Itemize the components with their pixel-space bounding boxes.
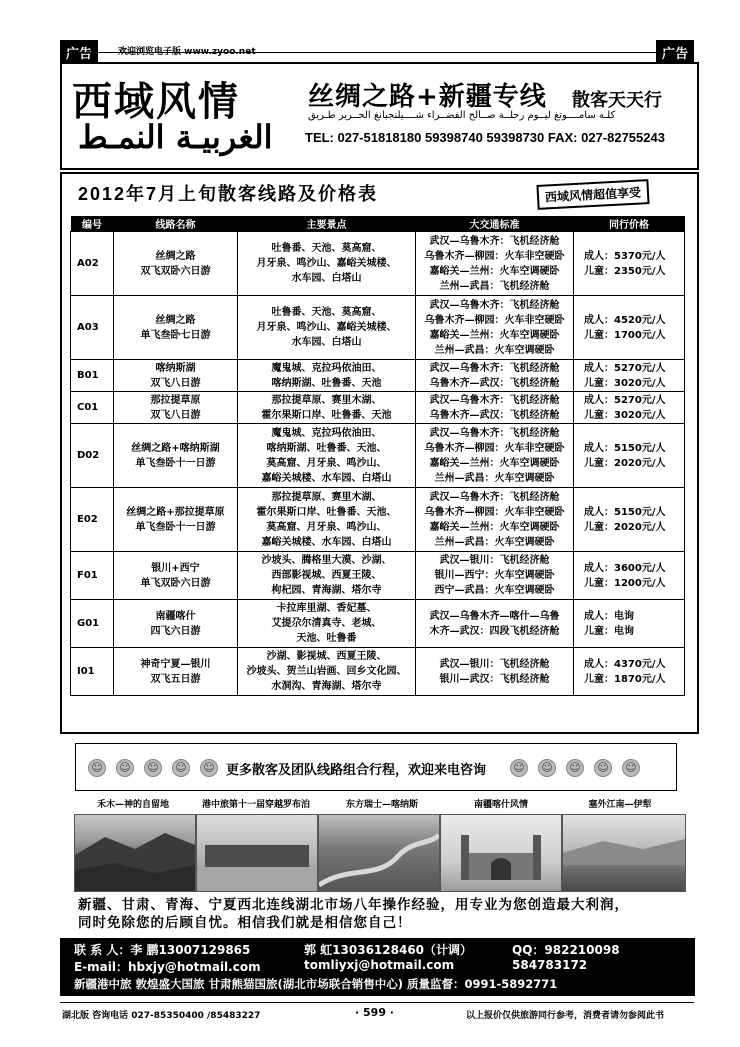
route-price-line: 成人：5370元/人 [584, 250, 666, 262]
smiley-icon: ☺ [594, 759, 612, 777]
route-price [574, 296, 685, 360]
route-price-line: 儿童：1700元/人 [584, 329, 666, 341]
route-price-line: 成人：电询 [584, 610, 634, 622]
photo-yili [562, 814, 686, 892]
col-price: 同行价格 [574, 216, 685, 232]
smiley-icon: ☺ [510, 759, 528, 777]
route-name-line: 丝绸之路+那拉提草原 [126, 506, 225, 518]
route-name [114, 360, 238, 392]
route-spots-line: 嘉峪关城楼、水车园、白塔山 [261, 472, 392, 484]
arabic-tagline: كلـه سامــــوتغ ليــوم رحلــة صــالح الفضــراء شــــيلنجبانغ الحــرير طـريق [308, 110, 616, 121]
route-code: C01 [71, 392, 114, 424]
route-spots [238, 600, 416, 648]
header-daily: 散客天天行 [572, 90, 662, 111]
route-code: D02 [71, 424, 114, 488]
contact-qq-2[interactable]: 584783172 [512, 958, 588, 972]
route-spots-line: 那拉提草原、赛里木湖、 [271, 491, 382, 503]
ad-label-right: 广告 [656, 40, 694, 65]
route-price-line: 成人：3600元/人 [584, 562, 666, 574]
route-price-line: 儿童：1200元/人 [584, 577, 666, 589]
route-name [114, 552, 238, 600]
ad-label-left: 广告 [60, 40, 98, 65]
route-spots-line: 那拉提草原、赛里木湖、 [271, 394, 382, 406]
route-name-line: 四飞六日游 [150, 625, 201, 637]
route-name-line: 单飞叁卧七日游 [140, 329, 211, 341]
route-price-line: 儿童：1870元/人 [584, 673, 666, 685]
route-price [574, 360, 685, 392]
route-transport [416, 360, 574, 392]
routes-table [70, 216, 685, 696]
header-phones: TEL: 027-51818180 59398740 59398730 FAX: 027-82755243 [305, 130, 665, 145]
table-row [71, 552, 685, 600]
route-price-line: 成人：5270元/人 [584, 362, 666, 374]
route-spots-line: 吐鲁番、天池、莫高窟、 [271, 307, 382, 318]
route-transport [416, 232, 574, 296]
route-name [114, 232, 238, 296]
photo-hemu [74, 814, 196, 892]
header-subtitle: 丝绸之路+新疆专线 [308, 82, 547, 112]
route-spots-line: 艾提尕尔清真寺、老城、 [271, 618, 382, 629]
route-spots-line: 水车园、白塔山 [291, 273, 362, 284]
route-spots [238, 232, 416, 296]
route-name [114, 296, 238, 360]
route-spots-line: 西部影视城、西夏王陵、 [271, 570, 382, 581]
route-transport [416, 552, 574, 600]
footer-divider [60, 1002, 694, 1003]
route-spots [238, 392, 416, 424]
table-row [71, 392, 685, 424]
route-spots-line: 魔鬼城、克拉玛依油田、 [271, 362, 382, 374]
route-name-line: 双飞八日游 [150, 409, 201, 421]
route-name-line: 双飞五日游 [150, 673, 201, 685]
logo-arabic: الغربيـة النمـط [78, 118, 273, 156]
route-transport-line: 嘉峪关—兰州：火车空调硬卧 [429, 329, 560, 341]
route-price-line: 儿童：2020元/人 [584, 457, 666, 469]
route-transport-line: 武汉—乌鲁木齐：飞机经济舱 [429, 491, 560, 503]
route-transport [416, 600, 574, 648]
table-header-row [71, 216, 685, 232]
route-spots-line: 霍尔果斯口岸、吐鲁番、天池、 [256, 506, 397, 518]
contact-person: 联 系 人：李 鹏13007129865 [74, 943, 251, 957]
route-price-line: 儿童：2020元/人 [584, 521, 666, 533]
col-spots: 主要景点 [238, 216, 416, 232]
route-spots-line: 卡拉库里湖、香妃墓、 [276, 603, 377, 614]
route-name-line: 神奇宁夏—银川 [140, 658, 211, 670]
photo-lop-nur-graphic [197, 815, 317, 891]
route-transport-line: 武汉—乌鲁木齐：飞机经济舱 [429, 427, 560, 439]
smiley-icon: ☺ [144, 759, 162, 777]
route-spots-line: 莫高窟、月牙泉、鸣沙山、 [266, 521, 387, 533]
route-name-line: 单飞双卧六日游 [140, 577, 211, 589]
route-name-line: 丝绸之路 [155, 314, 196, 326]
route-spots-line: 喀纳斯湖、吐鲁番、天池、 [266, 442, 387, 454]
route-price [574, 488, 685, 552]
route-transport-line: 武汉—银川：飞机经济舱 [439, 555, 550, 566]
site-text[interactable]: 欢迎浏览电子版 www.zyoo.net [118, 47, 256, 57]
route-name [114, 648, 238, 696]
photo-caption-3: 东方瑞士—喀纳斯 [336, 797, 428, 810]
smiley-icon: ☺ [172, 759, 190, 777]
value-badge: 西域风情超值享受 [536, 179, 649, 210]
photo-caption-5: 塞外江南—伊犁 [580, 797, 660, 810]
route-transport [416, 648, 574, 696]
photo-caption-4: 南疆喀什风情 [456, 797, 546, 810]
table-row [71, 424, 685, 488]
route-transport-line: 武汉—银川：飞机经济舱 [439, 658, 550, 670]
route-spots-line: 魔鬼城、克拉玛依油田、 [271, 427, 382, 439]
route-transport-line: 西宁—武昌：火车空调硬卧 [434, 585, 555, 596]
route-spots-line: 喀纳斯湖、吐鲁番、天池 [271, 377, 382, 389]
route-code: F01 [71, 552, 114, 600]
route-price [574, 648, 685, 696]
slogan-line-1: 新疆、甘肃、青海、宁夏西北连线湖北市场八年操作经验，用专业为您创造最大利润， [78, 897, 629, 913]
route-spots-line: 莫高窟、月牙泉、鸣沙山、 [266, 457, 387, 469]
route-transport-line: 乌鲁木齐—武汉：飞机经济舱 [429, 409, 560, 421]
route-price-line: 成人：5150元/人 [584, 506, 666, 518]
route-transport-line: 武汉—乌鲁木齐：飞机经济舱 [429, 394, 560, 406]
route-price [574, 552, 685, 600]
smiley-icon: ☺ [622, 759, 640, 777]
route-price-line: 儿童：电询 [584, 625, 634, 637]
route-transport-line: 银川—武汉：飞机经济舱 [439, 673, 550, 685]
route-transport-line: 武汉—乌鲁木齐—喀什—乌鲁 [429, 610, 560, 622]
route-transport-line: 乌鲁木齐—柳园：火车非空硬卧 [424, 314, 565, 326]
top-divider [60, 52, 680, 53]
route-spots-line: 月牙泉、鸣沙山、嘉峪关城楼、 [256, 258, 397, 269]
slogan-line-2: 同时免除您的后顾自忧。相信我们就是相信您自己！ [78, 915, 412, 931]
col-name: 线路名称 [114, 216, 238, 232]
route-spots-line: 水车园、白塔山 [291, 337, 362, 348]
contact-person-2: 郭 虹13036128460（计调） [304, 943, 473, 957]
route-price-line: 儿童：2350元/人 [584, 265, 666, 277]
route-spots-line: 吐鲁番、天池、莫高窟、 [271, 243, 382, 254]
route-transport-line: 武汉—乌鲁木齐：飞机经济舱 [429, 235, 560, 247]
route-price [574, 232, 685, 296]
route-transport-line: 乌鲁木齐—柳园：火车非空硬卧 [424, 250, 565, 262]
route-spots [238, 360, 416, 392]
smiley-icon: ☺ [88, 759, 106, 777]
route-code: I01 [71, 648, 114, 696]
route-price [574, 424, 685, 488]
route-spots-line: 枸杞园、青海湖、塔尔寺 [271, 585, 382, 596]
banner-text: 更多散客及团队线路组合行程，欢迎来电咨询 [226, 763, 487, 778]
route-name-line: 丝绸之路+喀纳斯湖 [131, 442, 220, 454]
route-code: A03 [71, 296, 114, 360]
route-transport-line: 兰州—武昌：火车空调硬卧 [434, 344, 555, 356]
smiley-icon: ☺ [116, 759, 134, 777]
photo-caption-2: 港中旅第十一届穿越罗布泊 [190, 797, 322, 810]
route-price-line: 成人：5270元/人 [584, 394, 666, 406]
route-transport-line: 兰州—武昌：火车空调硬卧 [434, 536, 555, 548]
route-price-line: 成人：5150元/人 [584, 442, 666, 454]
photo-hemu-graphic [75, 815, 195, 891]
route-spots [238, 552, 416, 600]
photo-lop-nur [196, 814, 318, 892]
photo-kanas [318, 814, 440, 892]
route-transport [416, 392, 574, 424]
smiley-row-right [510, 759, 640, 777]
route-transport [416, 488, 574, 552]
photo-kashgar-graphic [441, 815, 561, 891]
table-row [71, 488, 685, 552]
route-spots [238, 648, 416, 696]
contact-email-2[interactable]: tomliyxj@hotmail.com [304, 958, 455, 972]
route-price-line: 成人：4520元/人 [584, 314, 666, 326]
table-row [71, 232, 685, 296]
contact-agencies: 新疆港中旅 敦煌盛大国旅 甘肃熊猫国旅(湖北市场联合销售中心) 质量监督：0991-5892771 [74, 977, 558, 991]
photo-kanas-graphic [319, 815, 439, 891]
route-name-line: 南疆喀什 [155, 610, 196, 622]
smiley-icon: ☺ [200, 759, 218, 777]
route-name [114, 600, 238, 648]
route-spots-line: 月牙泉、鸣沙山、嘉峪关城楼、 [256, 322, 397, 333]
route-transport-line: 武汉—乌鲁木齐：飞机经济舱 [429, 299, 560, 311]
route-price-line: 儿童：3020元/人 [584, 409, 666, 421]
smiley-row-left [88, 759, 218, 777]
smiley-icon: ☺ [538, 759, 556, 777]
route-transport-line: 嘉峪关—兰州：火车空调硬卧 [429, 265, 560, 277]
route-name [114, 392, 238, 424]
route-transport-line: 乌鲁木齐—柳园：火车非空硬卧 [424, 506, 565, 518]
route-transport-line: 乌鲁木齐—武汉：飞机经济舱 [429, 377, 560, 389]
route-name-line: 单飞叁卧十一日游 [135, 521, 216, 533]
page-number: · 599 · [355, 1006, 394, 1019]
photo-kashgar [440, 814, 562, 892]
route-name-line: 双飞八日游 [150, 377, 201, 389]
table-row [71, 648, 685, 696]
route-price [574, 392, 685, 424]
route-transport-line: 兰州—武昌：飞机经济舱 [439, 280, 550, 292]
route-transport-line: 嘉峪关—兰州：火车空调硬卧 [429, 521, 560, 533]
footer-right: 以上报价仅供旅游同行参考，消费者请勿参阅此书 [466, 1011, 665, 1021]
col-transport: 大交通标准 [416, 216, 574, 232]
route-spots-line: 嘉峪关城楼、水车园、白塔山 [261, 536, 392, 548]
route-name [114, 488, 238, 552]
route-transport-line: 武汉—乌鲁木齐：飞机经济舱 [429, 362, 560, 374]
route-name-line: 丝绸之路 [155, 250, 196, 262]
route-spots [238, 424, 416, 488]
smiley-icon: ☺ [566, 759, 584, 777]
route-transport [416, 296, 574, 360]
photo-caption-1: 禾木—神的自留地 [88, 797, 178, 810]
route-name-line: 喀纳斯湖 [155, 362, 196, 374]
route-transport-line: 木齐—武汉：四段飞机经济舱 [429, 625, 560, 637]
route-transport-line: 嘉峪关—兰州：火车空调硬卧 [429, 457, 560, 469]
col-code: 编号 [71, 216, 114, 232]
route-spots [238, 488, 416, 552]
routes-body [71, 232, 685, 696]
route-code: E02 [71, 488, 114, 552]
route-transport-line: 乌鲁木齐—柳园：火车非空硬卧 [424, 442, 565, 454]
route-code: A02 [71, 232, 114, 296]
table-row [71, 296, 685, 360]
route-spots-line: 霍尔果斯口岸、吐鲁番、天池 [261, 409, 392, 421]
route-spots-line: 水洞沟、青海湖、塔尔寺 [271, 681, 382, 692]
route-price-line: 儿童：3020元/人 [584, 377, 666, 389]
route-name-line: 那拉提草原 [150, 394, 201, 406]
route-spots-line: 沙坡头、腾格里大漠、沙湖、 [261, 555, 392, 566]
route-price [574, 600, 685, 648]
route-code: G01 [71, 600, 114, 648]
route-name [114, 424, 238, 488]
section-title: 2012年7月上旬散客线路及价格表 [78, 184, 379, 204]
route-price-line: 成人：4370元/人 [584, 658, 666, 670]
route-transport-line: 兰州—武昌：火车空调硬卧 [434, 472, 555, 484]
footer-left: 湖北版 咨询电话 027-85350400 /85483227 [62, 1011, 261, 1021]
table-row [71, 600, 685, 648]
photo-yili-graphic [563, 815, 685, 891]
route-transport [416, 424, 574, 488]
route-spots-line: 天池、吐鲁番 [296, 633, 357, 644]
route-transport-line: 银川—西宁：火车空调硬卧 [434, 570, 555, 581]
route-name-line: 双飞双卧六日游 [140, 265, 211, 277]
route-spots-line: 沙湖、影视城、西夏王陵、 [266, 651, 387, 662]
route-code: B01 [71, 360, 114, 392]
route-spots [238, 296, 416, 360]
route-name-line: 银川+西宁 [151, 562, 200, 574]
contact-email-1[interactable]: E-mail：hbxjy@hotmail.com [74, 960, 261, 974]
route-name-line: 单飞叁卧十一日游 [135, 457, 216, 469]
table-row [71, 360, 685, 392]
route-spots-line: 沙坡头、贺兰山岩画、回乡文化园、 [246, 666, 407, 677]
logo-chinese: 西域风情 [72, 78, 240, 125]
contact-qq[interactable]: QQ：982210098 [512, 943, 620, 957]
